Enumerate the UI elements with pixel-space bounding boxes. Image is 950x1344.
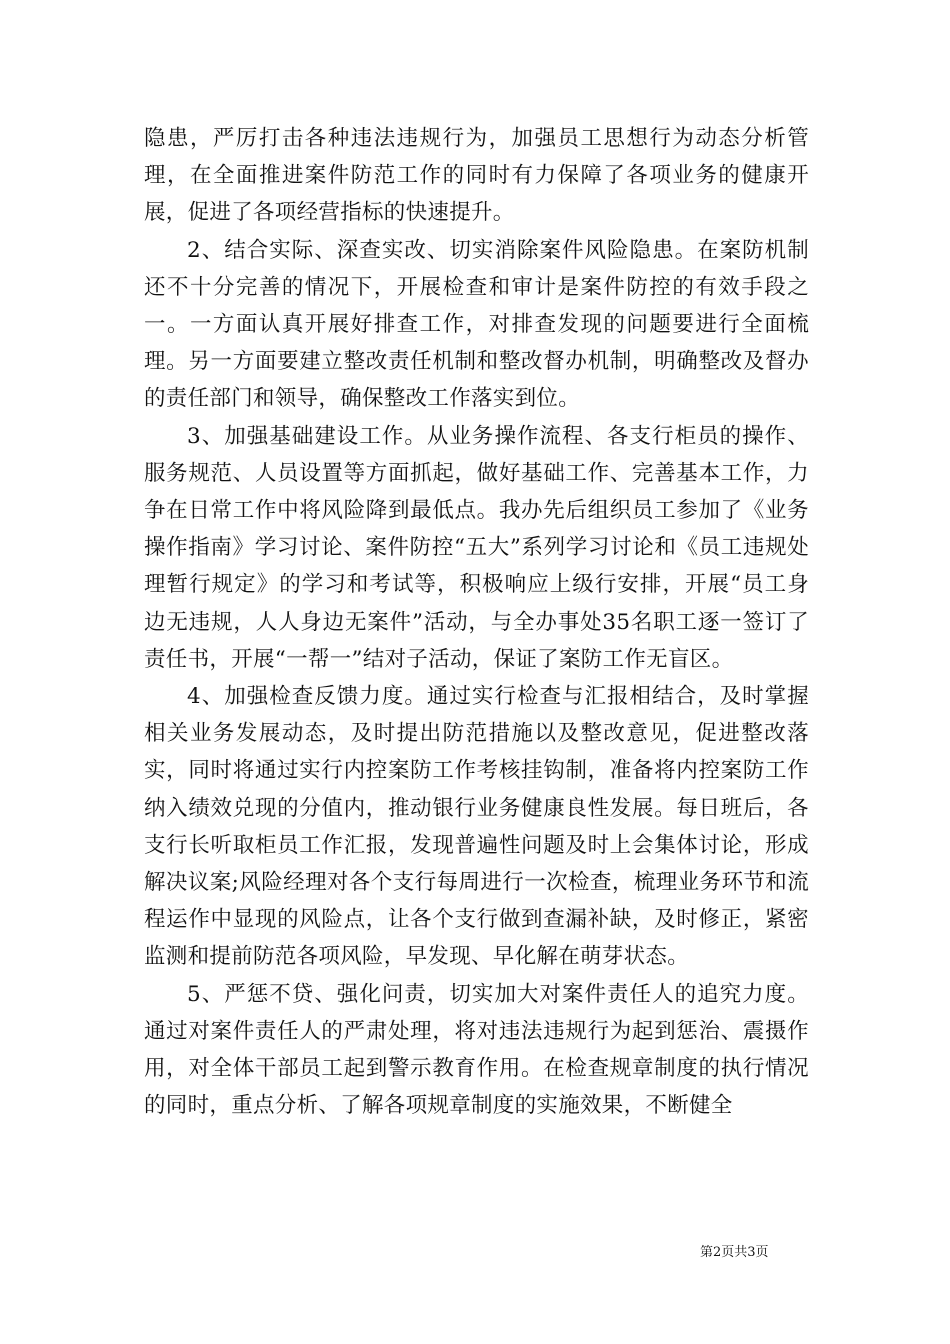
- page-number-footer: 第2页共3页: [700, 1245, 769, 1260]
- paragraph-item-2: 2、结合实际、深查实改、切实消除案件风险隐患。在案防机制还不十分完善的情况下，开展检查和审计是案件防控的有效手段之一。一方面认真开展好排查工作，对排查发现的问题要进行全面梳理。另一方面要建立整改责任机制和整改督办机制，明确整改及督办的责任部门和领导，确保整改工作落实到位。: [144, 237, 809, 412]
- paragraph-continuation: 隐患，严厉打击各种违法违规行为，加强员工思想行为动态分析管理，在全面推进案件防范工作的同时有力保障了各项业务的健康开展，促进了各项经营指标的快速提升。: [144, 126, 809, 226]
- paragraph-item-4: 4、加强检查反馈力度。通过实行检查与汇报相结合，及时掌握相关业务发展动态，及时提出防范措施以及整改意见，促进整改落实，同时将通过实行内控案防工作考核挂钩制，准备将内控案防工作纳入绩效兑现的分值内，推动银行业务健康良性发展。每日班后，各支行长听取柜员工作汇报，发现普遍性问题及时上会集体讨论，形成解决议案;风险经理对各个支行每周进行一次检查，梳理业务环节和流程运作中显现的风险点，让各个支行做到查漏补缺，及时修正，紧密监测和提前防范各项风险，早发现、早化解在萌芽状态。: [144, 684, 809, 970]
- paragraph-item-3: 3、加强基础建设工作。从业务操作流程、各支行柜员的操作、服务规范、人员设置等方面抓起，做好基础工作、完善基本工作，力争在日常工作中将风险降到最低点。我办先后组织员工参加了《业务操作指南》学习讨论、案件防控“五大”系列学习讨论和《员工违规处理暂行规定》的学习和考试等，积极响应上级行安排，开展“员工身边无违规，人人身边无案件”活动，与全办事处35名职工逐一签订了责任书，开展“一帮一”结对子活动，保证了案防工作无盲区。: [144, 423, 809, 672]
- paragraph-item-5: 5、严惩不贷、强化问责，切实加大对案件责任人的追究力度。通过对案件责任人的严肃处理，将对违法违规行为起到惩治、震摄作用，对全体干部员工起到警示教育作用。在检查规章制度的执行情况的同时，重点分析、了解各项规章制度的实施效果，不断健全: [144, 981, 809, 1119]
- document-body: [144, 120, 809, 1124]
